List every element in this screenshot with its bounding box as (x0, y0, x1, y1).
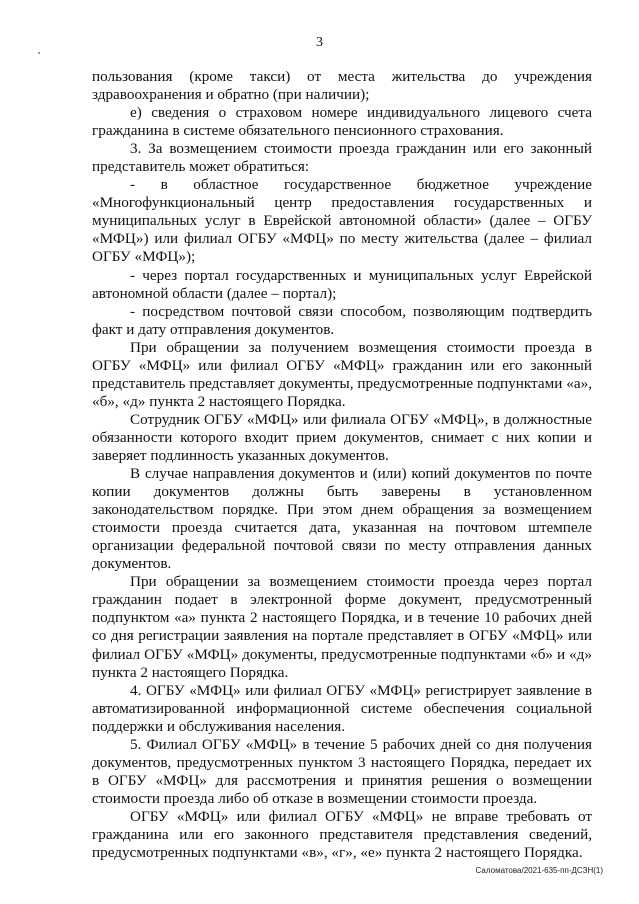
paragraph-point-5: 5. Филиал ОГБУ «МФЦ» в течение 5 рабочих дней со дня получения документов, предусмотренных пунктом 3 настоящего Порядка, передает их в ОГБУ «МФЦ» для рассмотрения и принятия решения о возмещении стоимости проезда либо об отказе в возмещении стоимости проезда. (92, 735, 592, 807)
paragraph-continuation: пользования (кроме такси) от места жительства до учреждения здравоохранения и обратно (при наличии); (92, 68, 592, 104)
paragraph-dash-post: - посредством почтовой связи способом, позволяющим подтвердить факт и дату отправления документов. (92, 302, 592, 338)
paragraph-portal-application: При обращении за возмещением стоимости проезда через портал гражданин подает в электронной форме документ, предусмотренный подпунктом «а» пункта 2 настоящего Порядка, и в течение 10 рабочих дней со дня регистрации заявления на портале представляет в ОГБУ «МФЦ» или филиал ОГБУ «МФЦ» документы, предусмотренные подпунктами «б» и «д» пункта 2 настоящего Порядка. (92, 573, 592, 681)
paragraph-dash-mfc: - в областное государственное бюджетное учреждение «Многофункциональный центр предоставления государственных и муниципальных услуг в Еврейской автономной области» (далее – ОГБУ «МФЦ») или филиал ОГБУ «МФЦ» по месту жительства (далее – филиал ОГБУ «МФЦ»); (92, 176, 592, 266)
paragraph-not-entitled: ОГБУ «МФЦ» или филиал ОГБУ «МФЦ» не вправе требовать от гражданина или его законного представителя представления сведений, предусмотренных подпунктами «в», «г», «е» пункта 2 настоящего Порядка. (92, 807, 592, 862)
document-body (92, 68, 592, 862)
paragraph-employee-copies: Сотрудник ОГБУ «МФЦ» или филиала ОГБУ «МФЦ», в должностные обязанности которого входит прием документов, снимает с них копии и заверяет подлинность указанных документов. (92, 410, 592, 464)
footer-document-code: Саломатова/2021-635-пп-ДСЗН(1) (475, 866, 603, 875)
paragraph-item-e: е) сведения о страховом номере индивидуального лицевого счета гражданина в системе обязательного пенсионного страхования. (92, 104, 592, 140)
paragraph-point-4: 4. ОГБУ «МФЦ» или филиал ОГБУ «МФЦ» регистрирует заявление в автоматизированной информационной системе обеспечения социальной поддержки и обслуживания населения. (92, 681, 592, 735)
paragraph-mfc-documents: При обращении за получением возмещения стоимости проезда в ОГБУ «МФЦ» или филиал ОГБУ «МФЦ» гражданин или его законный представитель представляет документы, предусмотренные подпунктами «а», «б», «д» пункта 2 настоящего Порядка. (92, 338, 592, 410)
paragraph-postal-documents: В случае направления документов и (или) копий документов по почте копии документов должны быть заверены в установленном законодательством порядке. При этом днем обращения за возмещением стоимости проезда считается дата, указанная на почтовом штемпеле организации федеральной почтовой связи по месту отправления данных документов. (92, 465, 592, 573)
page-number: 3 (316, 35, 323, 50)
scan-speck (38, 52, 40, 54)
paragraph-dash-portal: - через портал государственных и муниципальных услуг Еврейской автономной области (далее – портал); (92, 266, 592, 302)
paragraph-point-3: 3. За возмещением стоимости проезда гражданин или его законный представитель может обратиться: (92, 140, 592, 176)
